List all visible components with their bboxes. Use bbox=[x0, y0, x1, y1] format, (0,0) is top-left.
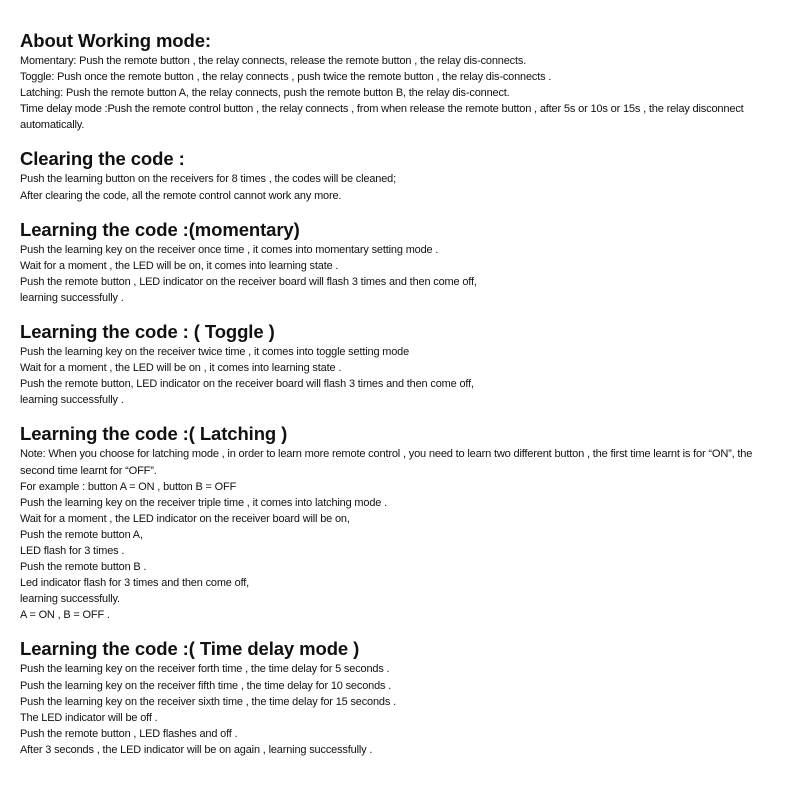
section-working-mode bbox=[20, 30, 782, 133]
text-line: learning successfully . bbox=[20, 291, 124, 304]
section-learning-toggle bbox=[20, 321, 782, 408]
text-line: Wait for a moment , the LED will be on , it comes into learning state . bbox=[20, 362, 342, 375]
text-line: Push the remote button A, bbox=[20, 528, 143, 541]
section-learning-time-delay bbox=[20, 638, 782, 758]
text-line: Push the remote button , LED flashes and off . bbox=[20, 727, 238, 740]
section-clearing-code bbox=[20, 148, 782, 203]
text-line: Note: When you choose for latching mode , in order to learn more remote control , you need to learn two different button , the first time learnt is for “ON”, the second time learnt for “OFF”. bbox=[20, 448, 753, 477]
text-line: Momentary: Push the remote button , the relay connects, release the remote button , the relay dis-connects. bbox=[20, 55, 527, 67]
text-line: After clearing the code, all the remote control cannot work any more. bbox=[20, 189, 342, 202]
text-line: Toggle: Push once the remote button , the relay connects , push twice the remote button , the relay dis-connects . bbox=[20, 71, 552, 84]
text-line: Push the learning key on the receiver triple time , it comes into latching mode . bbox=[20, 496, 388, 509]
text-line: LED flash for 3 times . bbox=[20, 544, 125, 557]
text-line: After 3 seconds , the LED indicator will be on again , learning successfully . bbox=[20, 743, 373, 756]
section-title: Learning the code :( Time delay mode ) bbox=[20, 638, 360, 660]
text-line: Latching: Push the remote button A, the relay connects, push the remote button B, the relay dis-connect. bbox=[20, 87, 510, 100]
text-line: Push the learning key on the receiver sixth time , the time delay for 15 seconds . bbox=[20, 695, 396, 708]
text-line: Push the learning key on the receiver twice time , it comes into toggle setting mode bbox=[20, 346, 410, 359]
text-line: Push the learning key on the receiver forth time , the time delay for 5 seconds . bbox=[20, 663, 390, 676]
text-line: Push the learning button on the receivers for 8 times , the codes will be cleaned; bbox=[20, 173, 397, 186]
text-line: Wait for a moment , the LED indicator on the receiver board will be on, bbox=[20, 512, 350, 525]
instruction-document bbox=[20, 30, 782, 773]
text-line: The LED indicator will be off . bbox=[20, 711, 158, 724]
section-title: Clearing the code : bbox=[20, 148, 185, 170]
text-line: Push the learning key on the receiver fifth time , the time delay for 10 seconds . bbox=[20, 679, 392, 692]
text-line: For example : button A = ON , button B = OFF bbox=[20, 480, 237, 493]
text-line: A = ON , B = OFF . bbox=[20, 609, 110, 622]
text-line: learning successfully. bbox=[20, 593, 120, 606]
text-line: Push the remote button B . bbox=[20, 561, 147, 574]
text-line: Led indicator flash for 3 times and then come off, bbox=[20, 577, 250, 590]
section-title: Learning the code :(momentary) bbox=[20, 218, 300, 240]
section-title: Learning the code : ( Toggle ) bbox=[20, 321, 275, 343]
section-learning-latching bbox=[20, 423, 782, 623]
section-title: About Working mode: bbox=[20, 30, 211, 51]
text-line: Push the remote button , LED indicator on the receiver board will flash 3 times and then come off, bbox=[20, 275, 477, 288]
text-line: Time delay mode :Push the remote control button , the relay connects , from when release the remote button , after 5s or 10s or 15s , the relay disconnect automatically. bbox=[20, 103, 744, 132]
text-line: learning successfully . bbox=[20, 394, 124, 407]
section-learning-momentary bbox=[20, 219, 782, 306]
text-line: Push the remote button, LED indicator on the receiver board will flash 3 times and then come off, bbox=[20, 378, 474, 391]
section-title: Learning the code :( Latching ) bbox=[20, 423, 288, 445]
text-line: Push the learning key on the receiver once time , it comes into momentary setting mode . bbox=[20, 243, 439, 256]
text-line: Wait for a moment , the LED will be on, it comes into learning state . bbox=[20, 259, 339, 272]
